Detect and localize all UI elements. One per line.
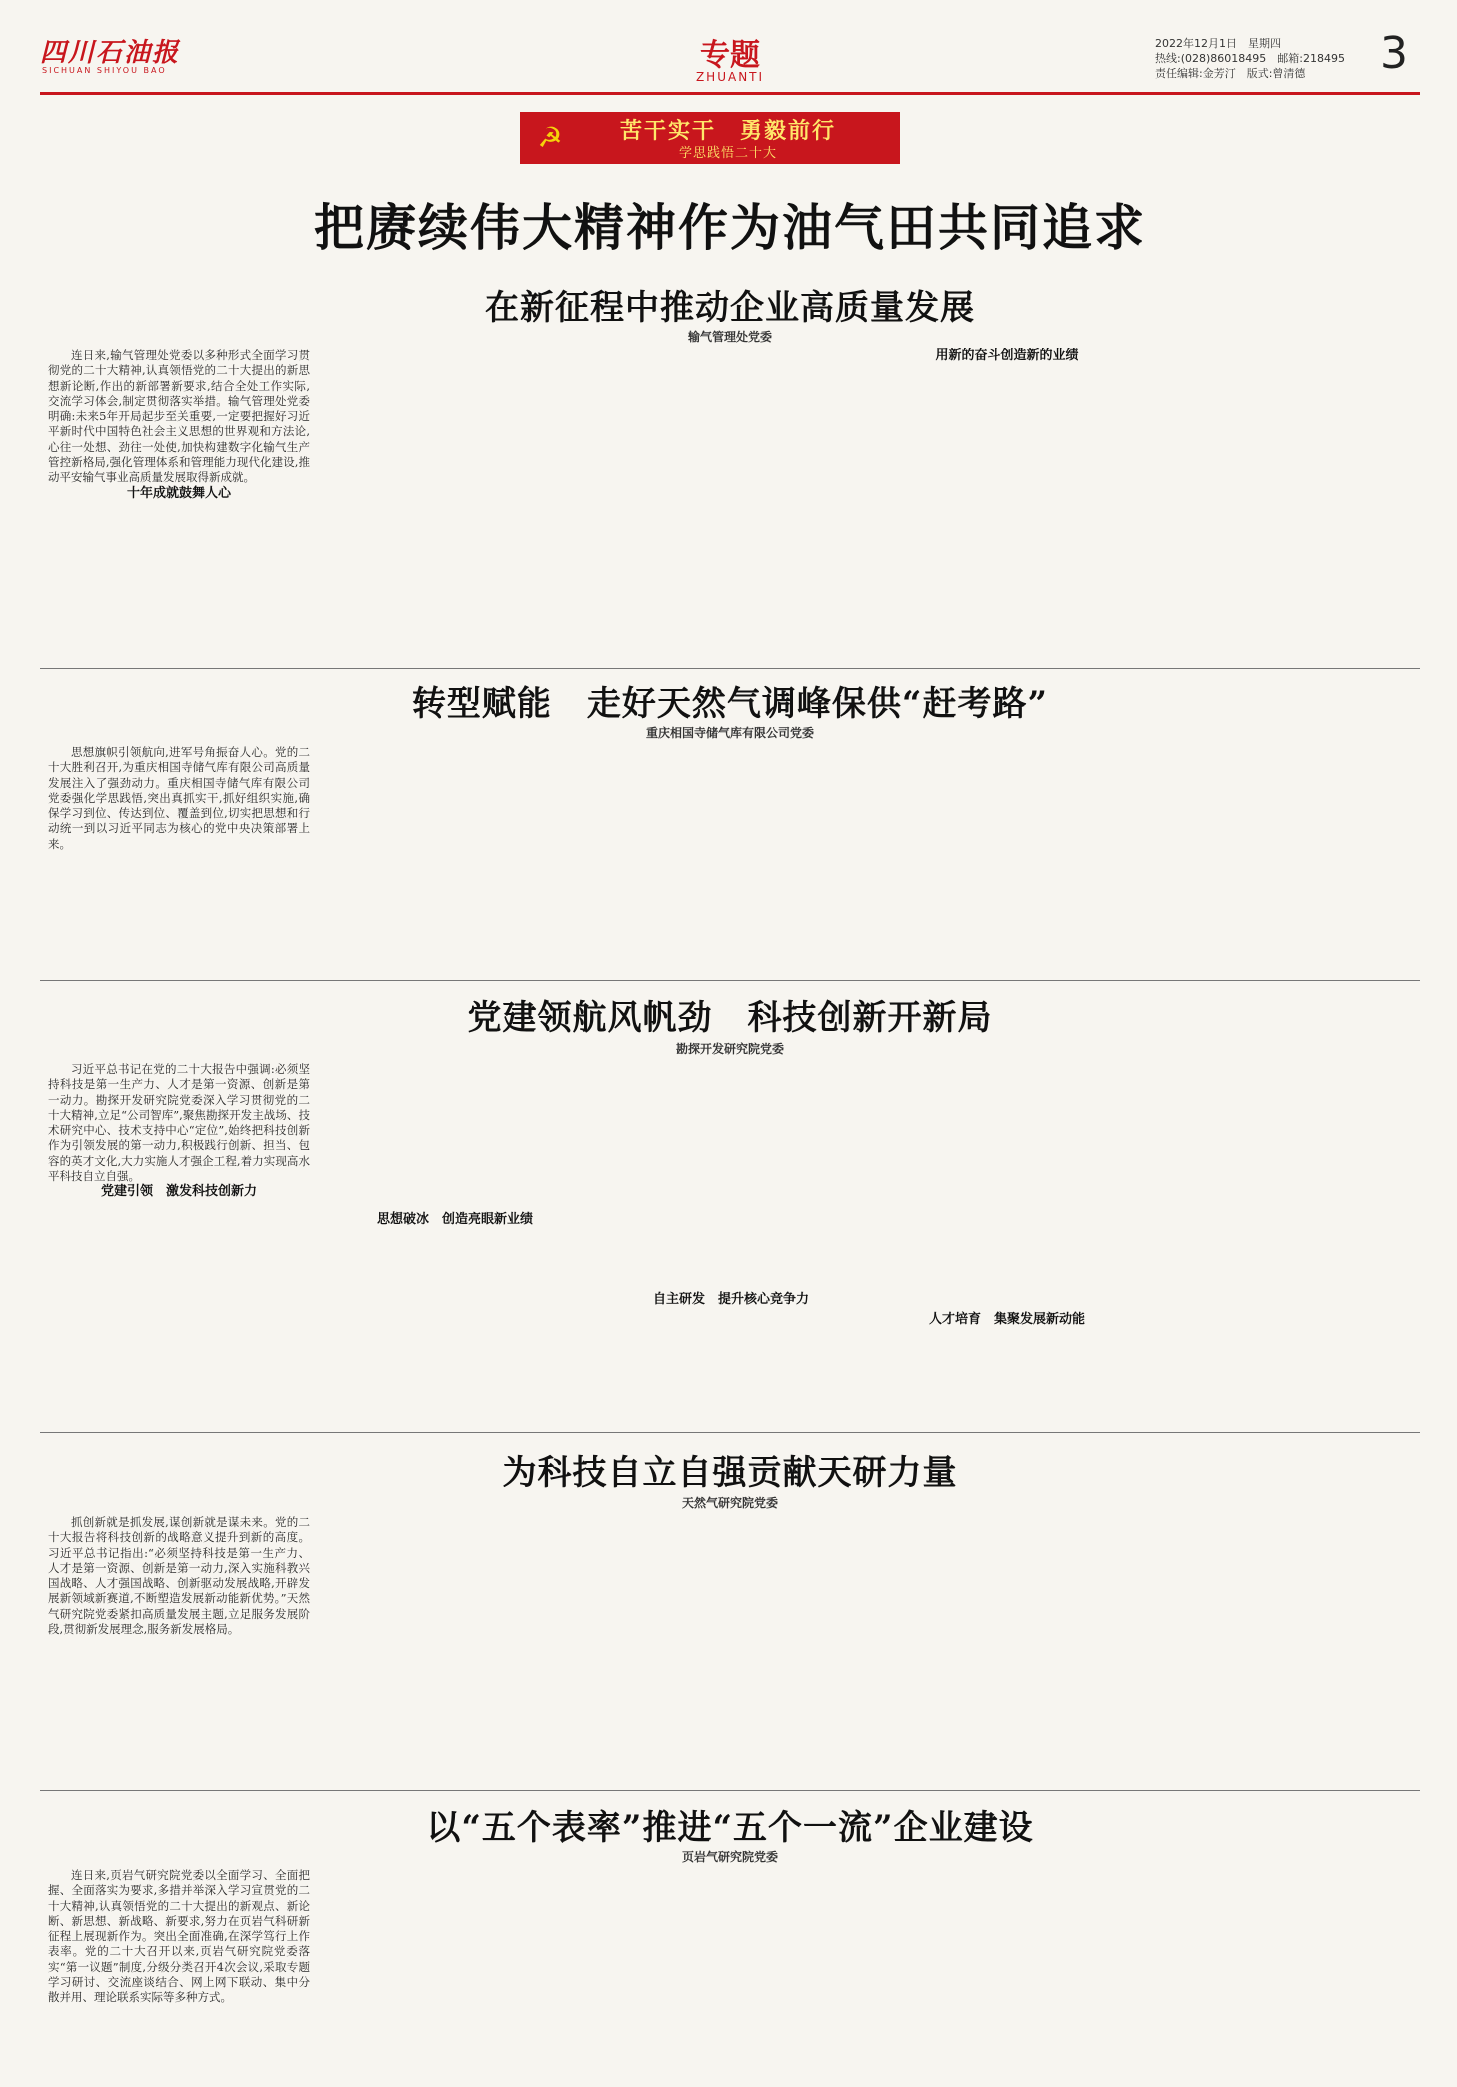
- article-column: [600, 348, 862, 663]
- article-column: [324, 1062, 586, 1432]
- article-3-byline: 勘探开发研究院党委: [675, 1042, 784, 1056]
- article-column: [48, 348, 310, 663]
- article-5-title: 以“五个表率”推进“五个一流”企业建设: [426, 1808, 1034, 1848]
- article-column: [1152, 1868, 1414, 2073]
- article-column: [48, 1062, 310, 1432]
- article-3-body: [48, 1062, 1414, 1432]
- article-column: [600, 745, 862, 975]
- article-column: [1152, 745, 1414, 975]
- article-divider: [40, 1790, 1420, 1791]
- article-subheading: 用新的奋斗创造新的业绩: [935, 348, 1079, 363]
- article-column: [876, 1062, 1138, 1432]
- article-column: [876, 745, 1138, 975]
- article-column: [48, 1515, 310, 1785]
- article-paragraph: 思想旗帜引领航向,进军号角振奋人心。党的二十大胜利召开,为重庆相国寺储气库有限公司高质量发展注入了强劲动力。重庆相国寺储气库有限公司党委强化学思践悟,突出真抓实干,抓好组织实施,确保学习到位、传达到位、覆盖到位,切实把思想和行动统一到以习近平同志为核心的党中央决策部署上来。: [48, 745, 310, 851]
- article-column: [1152, 348, 1414, 663]
- party-emblem-icon: ☭: [537, 121, 563, 154]
- article-paragraph: 连日来,输气管理处党委以多种形式全面学习贯彻党的二十大精神,认真领悟党的二十大提出的新思想新论断,作出的新部署新要求,结合全处工作实际,交流学习体会,制定贯彻落实举措。输气管理处党委明确:未来5年开局起步至关重要,一定要把握好习近平新时代中国特色社会主义思想的世界观和方法论,心往一处想、劲往一处使,加快构建数字化输气生产管控新格局,强化管理体系和管理能力现代化建设,推动平安输气事业高质量发展取得新成就。: [48, 348, 310, 485]
- banner-subtitle: 学思践悟二十大: [678, 146, 777, 161]
- article-4-byline: 天然气研究院党委: [681, 1496, 778, 1510]
- article-subheading: 人才培育 集聚发展新动能: [928, 1312, 1085, 1327]
- article-divider: [40, 668, 1420, 669]
- article-column: [600, 1515, 862, 1785]
- article-1-body: [48, 348, 1414, 663]
- article-column: [876, 1868, 1138, 2073]
- article-paragraph: 抓创新就是抓发展,谋创新就是谋未来。党的二十大报告将科技创新的战略意义提升到新的高度。习近平总书记指出:“必须坚持科技是第一生产力、人才是第一资源、创新是第一动力,深入实施科教兴国战略、人才强国战略、创新驱动发展战略,开辟发展新领域新赛道,不断塑造发展新动能新优势。”天然气研究院党委紧扣高质量发展主题,立足服务发展阶段,贯彻新发展理念,服务新发展格局。: [48, 1515, 310, 1637]
- section-title-en: ZHUANTI: [695, 70, 765, 84]
- article-column: [600, 1868, 862, 2073]
- article-4-body: [48, 1515, 1414, 1785]
- article-column: [324, 745, 586, 975]
- article-subheading: 自主研发 提升核心竞争力: [652, 1292, 809, 1307]
- article-2-body: [48, 745, 1414, 975]
- date-info: [1155, 36, 1345, 81]
- article-column: [876, 1515, 1138, 1785]
- section-title: 专题: [700, 38, 760, 73]
- article-subheading: 思想破冰 创造亮眼新业绩: [376, 1212, 533, 1227]
- page-number: 3: [1380, 28, 1408, 79]
- article-column: [876, 348, 1138, 663]
- banner-title: 苦干实干 勇毅前行: [619, 119, 836, 144]
- editors-line: 责任编辑:金芳汀 版式:曾清德: [1155, 67, 1306, 80]
- article-column: [324, 1515, 586, 1785]
- article-subheading: 十年成就鼓舞人心: [126, 485, 231, 501]
- article-paragraph: 连日来,页岩气研究院党委以全面学习、全面把握、全面落实为要求,多措并举深入学习宣贯党的二十大精神,认真领悟党的二十大提出的新观点、新论断、新思想、新战略、新要求,努力在页岩气科研新征程上展现新作为。突出全面准确,在深学笃行上作表率。党的二十大召开以来,页岩气研究院党委落实“第一议题”制度,分级分类召开4次会议,采取专题学习研讨、交流座谈结合、网上网下联动、集中分散并用、理论联系实际等多种方式。: [48, 1868, 310, 2005]
- article-column: [324, 1868, 586, 2073]
- article-column: [324, 348, 586, 663]
- article-4-title: 为科技自立自强贡献天研力量: [502, 1453, 958, 1493]
- article-column: [600, 1062, 862, 1432]
- article-5-body: [48, 1868, 1414, 2073]
- header-divider: [40, 92, 1420, 95]
- article-1-title: 在新征程中推动企业高质量发展: [485, 288, 975, 328]
- newspaper-logo-sub: SICHUAN SHIYOU BAO: [42, 66, 167, 75]
- article-divider: [40, 980, 1420, 981]
- article-column: [48, 1868, 310, 2073]
- hotline: 热线:(028)86018495 邮箱:218495: [1155, 52, 1345, 65]
- article-5-byline: 页岩气研究院党委: [681, 1850, 778, 1864]
- article-subheading: 党建引领 激发科技创新力: [100, 1184, 257, 1200]
- article-divider: [40, 1432, 1420, 1433]
- article-paragraph: 习近平总书记在党的二十大报告中强调:必须坚持科技是第一生产力、人才是第一资源、创新是第一动力。勘探开发研究院党委深入学习贯彻党的二十大精神,立足“公司智库”,聚焦勘探开发主战场、技术研究中心、技术支持中心“定位”,始终把科技创新作为引领发展的第一动力,积极践行创新、担当、包容的英才文化,大力实施人才强企工程,着力实现高水平科技自立自强。: [48, 1062, 310, 1184]
- newspaper-logo: 四川石油报: [40, 38, 181, 68]
- article-1-byline: 输气管理处党委: [687, 330, 772, 344]
- article-column: [48, 745, 310, 975]
- article-column: [1152, 1515, 1414, 1785]
- article-column: [1152, 1062, 1414, 1432]
- article-3-title: 党建领航风帆劲 科技创新开新局: [467, 998, 993, 1038]
- article-2-title: 转型赋能 走好天然气调峰保供“赶考路”: [411, 684, 1049, 724]
- date-line: 2022年12月1日 星期四: [1155, 37, 1281, 50]
- main-headline: 把赓续伟大精神作为油气田共同追求: [314, 198, 1146, 257]
- article-2-byline: 重庆相国寺储气库有限公司党委: [645, 726, 814, 740]
